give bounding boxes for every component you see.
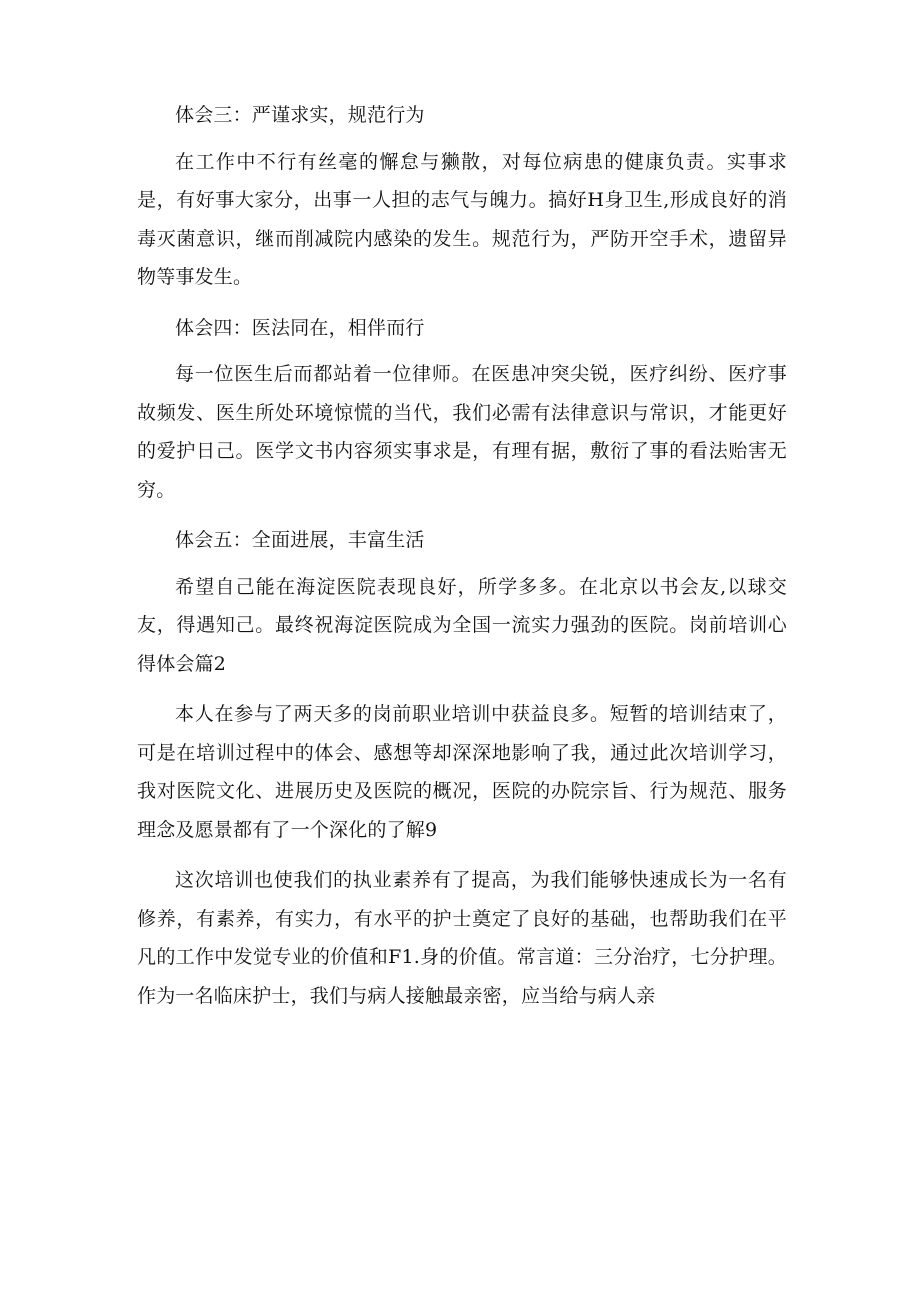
- document-body: [137, 96, 787, 1015]
- section-heading-4: 体会四：医法同在，相伴而行: [175, 316, 425, 339]
- section-heading-5: 体会五：全面进展，丰富生活: [175, 529, 425, 551]
- paragraph: 每一位医生后而都站着一位律师。在医患冲突尖锐，医疗纠纷、医疗事故频发、医生所处环境惊慌的当代，我们必需有法律意识与常识，才能更好的爱护日己。医学文书内容须实事求是，有理有据，敷衍了事的看法贻害无穷。: [137, 363, 787, 501]
- paragraph: 本人在参与了两天多的岗前职业培训中获益良多。短暂的培训结束了，可是在培训过程中的体会、感想等却深深地影响了我，通过此次培训学习，我对医院文化、进展历史及医院的概况，医院的办院宗旨、行为规范、服务理念及愿景都有了一个深化的了解9: [137, 703, 787, 841]
- paragraph: 这次培训也使我们的执业素养有了提高，为我们能够快速成长为一名有修养，有素养，有实力，有水平的护士奠定了良好的基础，也帮助我们在平凡的工作中发觉专业的价值和F1.身的价值。常言道：三分治疗，七分护理。作为一名临床护士，我们与病人接触最亲密，应当给与病人亲: [137, 869, 787, 1007]
- section-heading-3: 体会三：严谨求实，规范行为: [175, 104, 425, 126]
- paragraph: 在工作中不行有丝毫的懈怠与獭散，对每位病患的健康负责。实事求是，有好事大家分，出事一人担的志气与魄力。搞好H身卫生,形成良好的消毒灭菌意识，继而削减院内感染的发生。规范行为，严防开空手术，遗留异物等事发生。: [137, 150, 787, 288]
- paragraph: 希望自己能在海淀医院表现良好，所学多多。在北京以书会友,以球交友，得遇知己。最终祝海淀医院成为全国一流实力强劲的医院。岗前培训心得体会篇2: [137, 575, 787, 675]
